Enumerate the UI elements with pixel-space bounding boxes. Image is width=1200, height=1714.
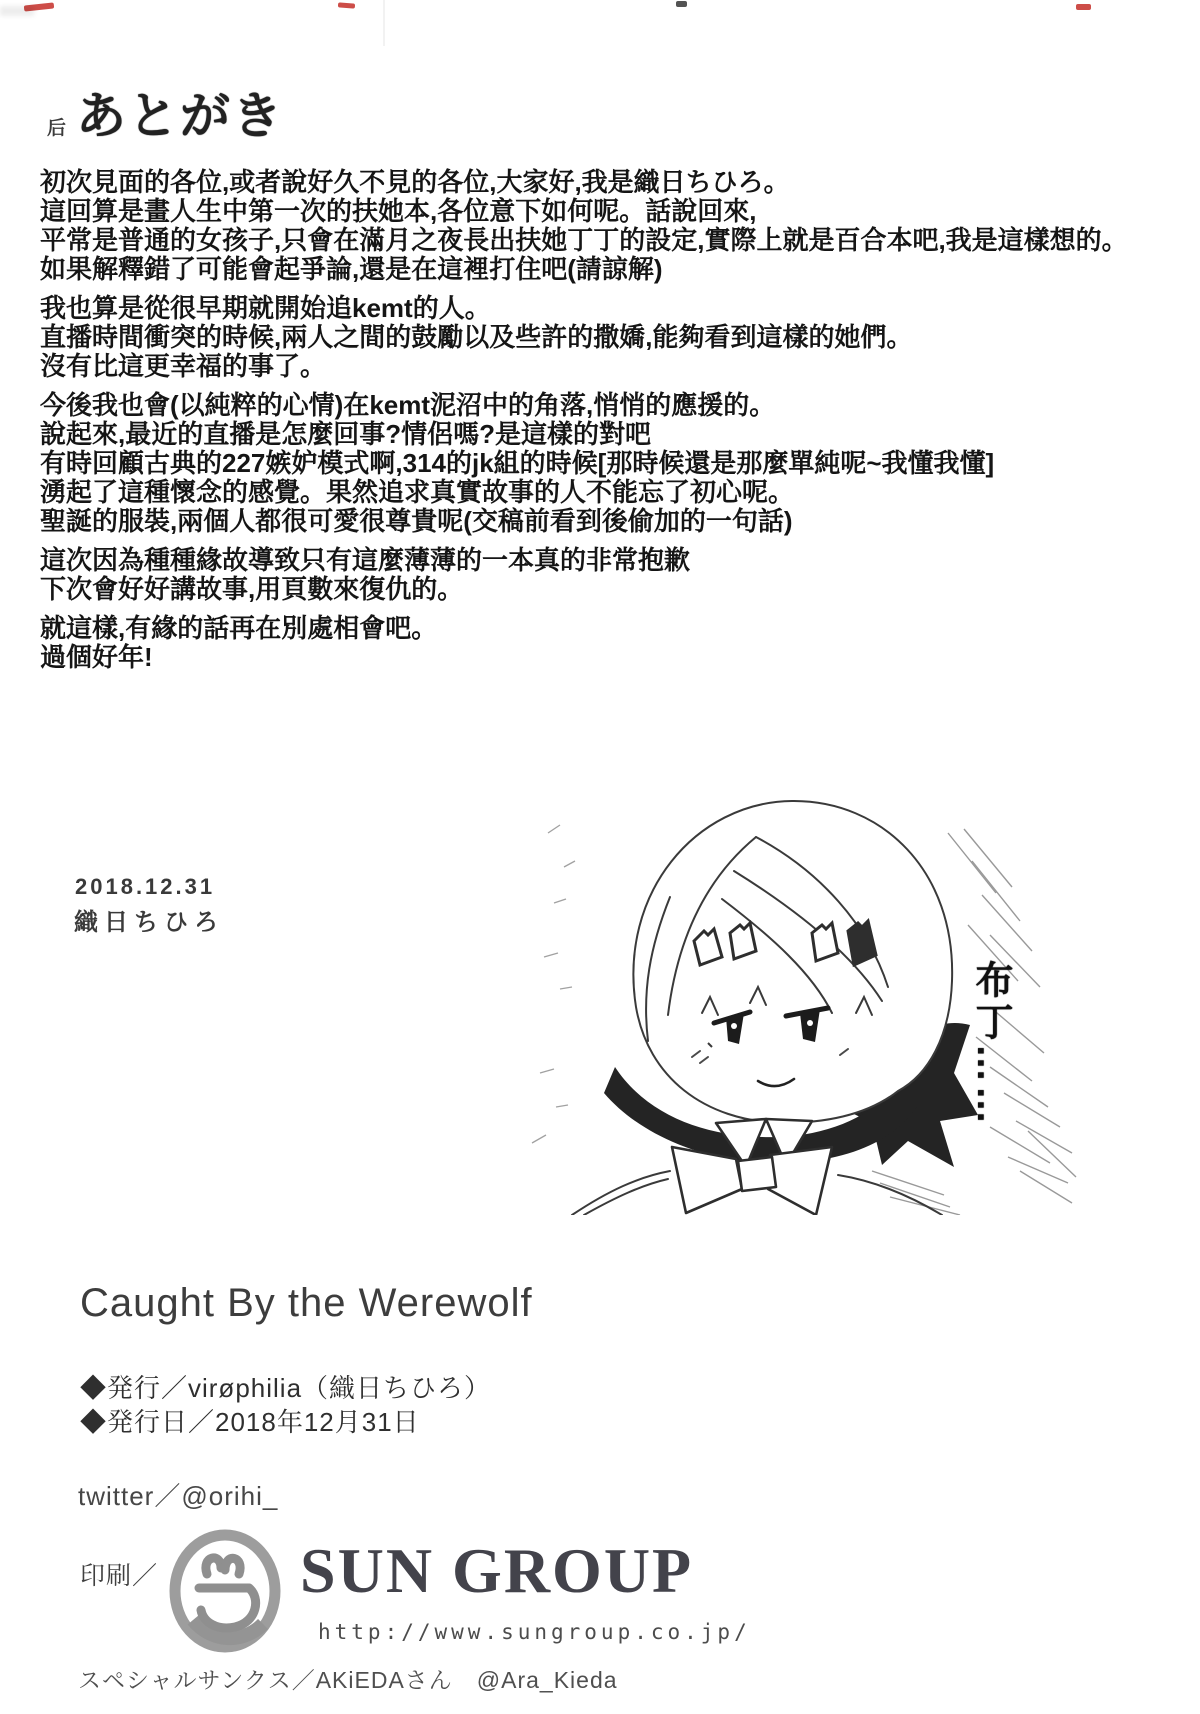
text-line: 如果解釋錯了可能會起爭論,還是在這裡打住吧(請諒解) (40, 254, 663, 284)
text-line: 說起來,最近的直播是怎麼回事?情侶嗎?是這樣的對吧 (40, 419, 651, 449)
red-scan-mark (1076, 4, 1091, 10)
publisher-line: ◆発行／virøphilia（織日ちひろ） (80, 1373, 492, 1403)
scan-line (383, 0, 385, 46)
paragraph (40, 614, 1190, 672)
book-title: Caught By the Werewolf (80, 1281, 533, 1325)
special-thanks-line: スペシャルサンクス／AKiEDAさん @Ara_Kieda (78, 1667, 618, 1693)
printer-name: SUN GROUP (300, 1535, 694, 1606)
text-line: 下次會好好講故事,用頁數來復仇的。 (40, 574, 464, 604)
heading-prefix: 后 (47, 118, 67, 139)
signature-date: 2018.12.31 (75, 874, 216, 899)
sketch-tick-marks (532, 825, 575, 1143)
text-line: 我也算是從很早期就開始追kemt的人。 (40, 293, 491, 323)
afterword-title: あとがき (76, 88, 284, 144)
printer-url: http://www.sungroup.co.jp/ (318, 1620, 751, 1644)
speech-text: 布丁…… (969, 960, 1011, 1128)
text-line: 過個好年! (40, 642, 153, 672)
scan-smudge (0, 6, 34, 16)
paragraph (40, 294, 1190, 381)
head-outline (633, 801, 952, 1123)
text-line: 有時回顧古典的227嫉妒模式啊,314的jk組的時候[那時候還是那麼單純呢~我懂我懂] (40, 448, 995, 478)
text-line: 聖誕的服裝,兩個人都很可愛很尊貴呢(交稿前看到後偷加的一句話) (40, 506, 793, 536)
text-line: 今後我也會(以純粹的心情)在kemt泥沼中的角落,悄悄的應援的。 (40, 390, 776, 420)
paragraph (40, 546, 1190, 604)
print-label: 印刷／ (80, 1562, 159, 1590)
text-line: 沒有比這更幸福的事了。 (40, 351, 327, 381)
text-line: 就這樣,有緣的話再在別處相會吧。 (40, 613, 438, 643)
text-line: 直播時間衝突的時候,兩人之間的鼓勵以及些許的撒嬌,能夠看到這樣的她們。 (40, 322, 913, 352)
publish-date-line: ◆発行日／2018年12月31日 (80, 1407, 420, 1437)
paragraph (40, 168, 1190, 284)
paragraph (40, 391, 1190, 536)
text-line: 平常是普通的女孩子,只會在滿月之夜長出扶她丁丁的設定,實際上就是百合本吧,我是這樣想的。 (40, 225, 1128, 255)
text-line: 湧起了這種懷念的感覺。果然追求真實故事的人不能忘了初心呢。 (40, 477, 795, 507)
text-line: 初次見面的各位,或者說好久不見的各位,大家好,我是織日ちひろ。 (40, 167, 790, 197)
red-scan-mark (338, 2, 355, 8)
signature-name: 織日ちひろ (74, 909, 224, 936)
afterword-body (40, 168, 1190, 682)
dark-scan-mark (676, 1, 687, 7)
sun-group-logo-icon (163, 1524, 287, 1658)
text-line: 這回算是畫人生中第一次的扶她本,各位意下如何呢。話說回來, (40, 196, 757, 226)
text-line: 這次因為種種緣故導致只有這麼薄薄的一本真的非常抱歉 (40, 545, 691, 575)
twitter-line: twitter／@orihi_ (78, 1481, 279, 1511)
